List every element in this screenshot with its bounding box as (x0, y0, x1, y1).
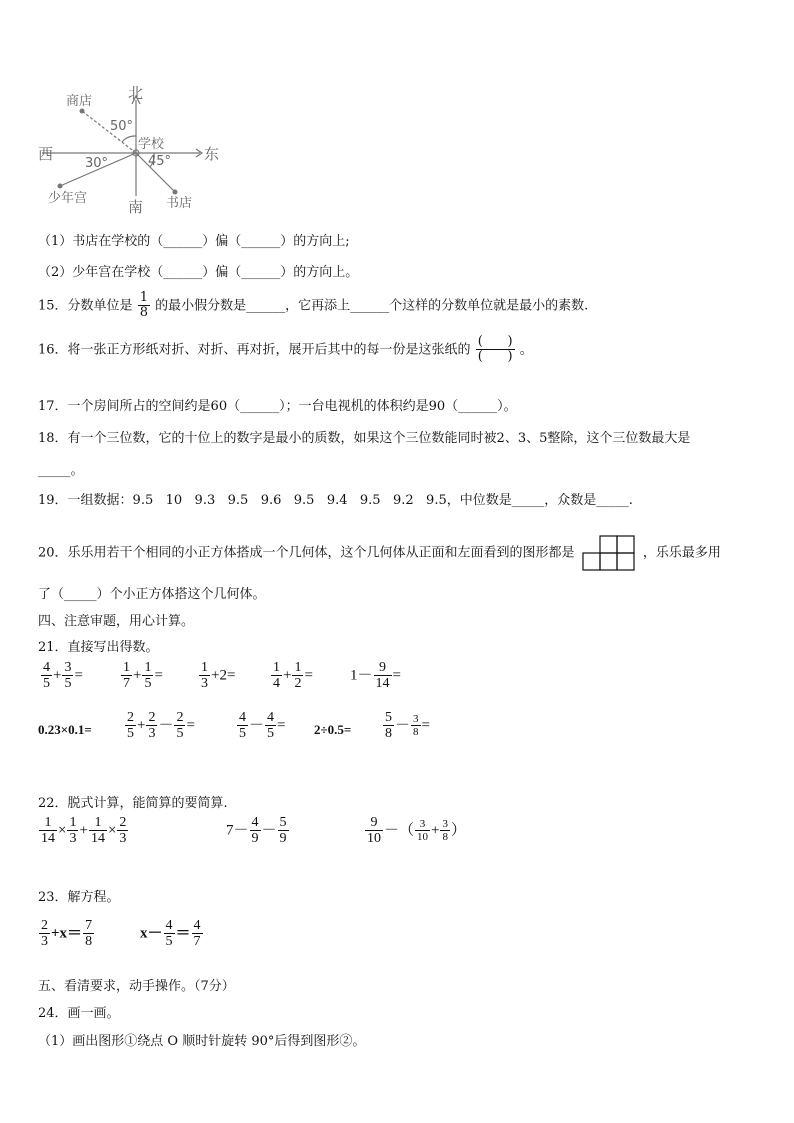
q16-text: 16．将一张正方形纸对折、对折、再对折，展开后其中的每一份是这张纸的 (38, 342, 471, 358)
q23-title: 23．解方程。 (38, 890, 120, 905)
section-4-heading: 四、注意审题，用心计算。 (38, 614, 195, 629)
q15-pre: 15．分数单位是 (38, 298, 133, 314)
angle-youth-label: 30° (85, 156, 109, 171)
youth-palace-label: 少年宫 (48, 191, 88, 206)
north-label: 北 (128, 84, 144, 102)
q22-title: 22．脱式计算，能简算的要简算. (38, 796, 228, 811)
q23-equation-1: $\frac{2}{3}$ +x＝ $\frac{7}{8}$ (41, 918, 93, 950)
q16-end: 。 (519, 342, 533, 358)
school-label: 学校 (138, 137, 165, 152)
q24-part1: （1）画出图形①绕点 O 顺时针旋转 90°后得到图形②。 (38, 1034, 366, 1049)
q18-line2: _____。 (38, 463, 84, 478)
q17: 17．一个房间所占的空间约是60（______）；一台电视机的体积约是90（______）。 (38, 399, 517, 414)
q21-item-8: $\frac{4}{5}$ － $\frac{4}{5}$ = (239, 710, 286, 742)
q15-post: 的最小假分数是______，它再添上______个这样的分数单位就是最小的素数. (155, 298, 589, 314)
q21-item-2: $\frac{1}{7}$ + $\frac{1}{5}$ = (123, 660, 163, 692)
q22-expr-2: 7－ $\frac{4}{9}$ － $\frac{5}{9}$ (226, 815, 287, 847)
q16-fraction: $\frac{( )}{( )}$ (477, 334, 513, 365)
q22-expr-3: $\frac{9}{10}$ －（ $\frac{3}{10}$ + $\frac{3}{8}$ ） (367, 815, 466, 847)
q21-item-1: $\frac{4}{5}$ + $\frac{3}{5}$ = (43, 660, 83, 692)
q15-fraction: $\frac{1}{8}$ (139, 290, 148, 321)
q21-item-9: 2÷0.5= (314, 722, 352, 737)
q16 (38, 335, 533, 365)
q14-part1: （1）书店在学校的（______）偏（______）的方向上; (38, 234, 350, 249)
q15 (38, 291, 588, 321)
q21-item-6: 0.23×0.1= (38, 722, 92, 737)
q21-title: 21．直接写出得数。 (38, 640, 159, 655)
cube-view-figure (581, 535, 637, 571)
east-label: 东 (204, 145, 220, 163)
q22-expr-1: $\frac{1}{14}$ × $\frac{1}{3}$ + $\frac{1}{14}$ × $\frac{2}{3}$ (41, 815, 127, 847)
section-5-heading: 五、看清要求，动手操作。（7分） (38, 979, 235, 994)
q23-equation-2: x－ $\frac{4}{5}$ ＝ $\frac{4}{7}$ (140, 918, 201, 950)
q21-item-3: $\frac{1}{3}$ +2= (201, 660, 236, 692)
q19: 19．一组数据：9.5 10 9.3 9.5 9.6 9.5 9.4 9.5 9.2 9.5，中位数是_____，众数是_____. (38, 493, 633, 508)
bookstore-label: 书店 (166, 196, 193, 211)
angle-shop-label: 50° (110, 119, 134, 134)
south-label: 南 (128, 198, 144, 216)
q20-line1: 20．乐乐用若干个相同的小正方体搭成一个几何体，这个几何体从正面和左面看到的图形都是 ，乐乐最多用 (38, 535, 721, 571)
q21-item-5: 1－ $\frac{9}{14}$ = (350, 660, 401, 692)
compass-diagram (30, 78, 250, 218)
shop-label: 商店 (66, 94, 93, 109)
q21-item-7: $\frac{2}{5}$ + $\frac{2}{3}$ － $\frac{2}{5}$ = (127, 710, 195, 742)
q21-item-10: $\frac{5}{8}$ － $\frac{3}{8}$ = (385, 710, 430, 742)
angle-book-label: 45° (148, 154, 172, 169)
q21-item-4: $\frac{1}{4}$ + $\frac{1}{2}$ = (273, 660, 313, 692)
west-label: 西 (38, 145, 54, 163)
q24-title: 24．画一画。 (38, 1006, 120, 1021)
q18-line1: 18．有一个三位数，它的十位上的数字是最小的质数，如果这个三位数能同时被2、3、5整除，这个三位数最大是 (38, 431, 691, 446)
q14-part2: （2）少年宫在学校（______）偏（______）的方向上。 (38, 265, 359, 280)
q20-line2: 了（_____）个小正方体搭这个几何体。 (38, 587, 266, 602)
